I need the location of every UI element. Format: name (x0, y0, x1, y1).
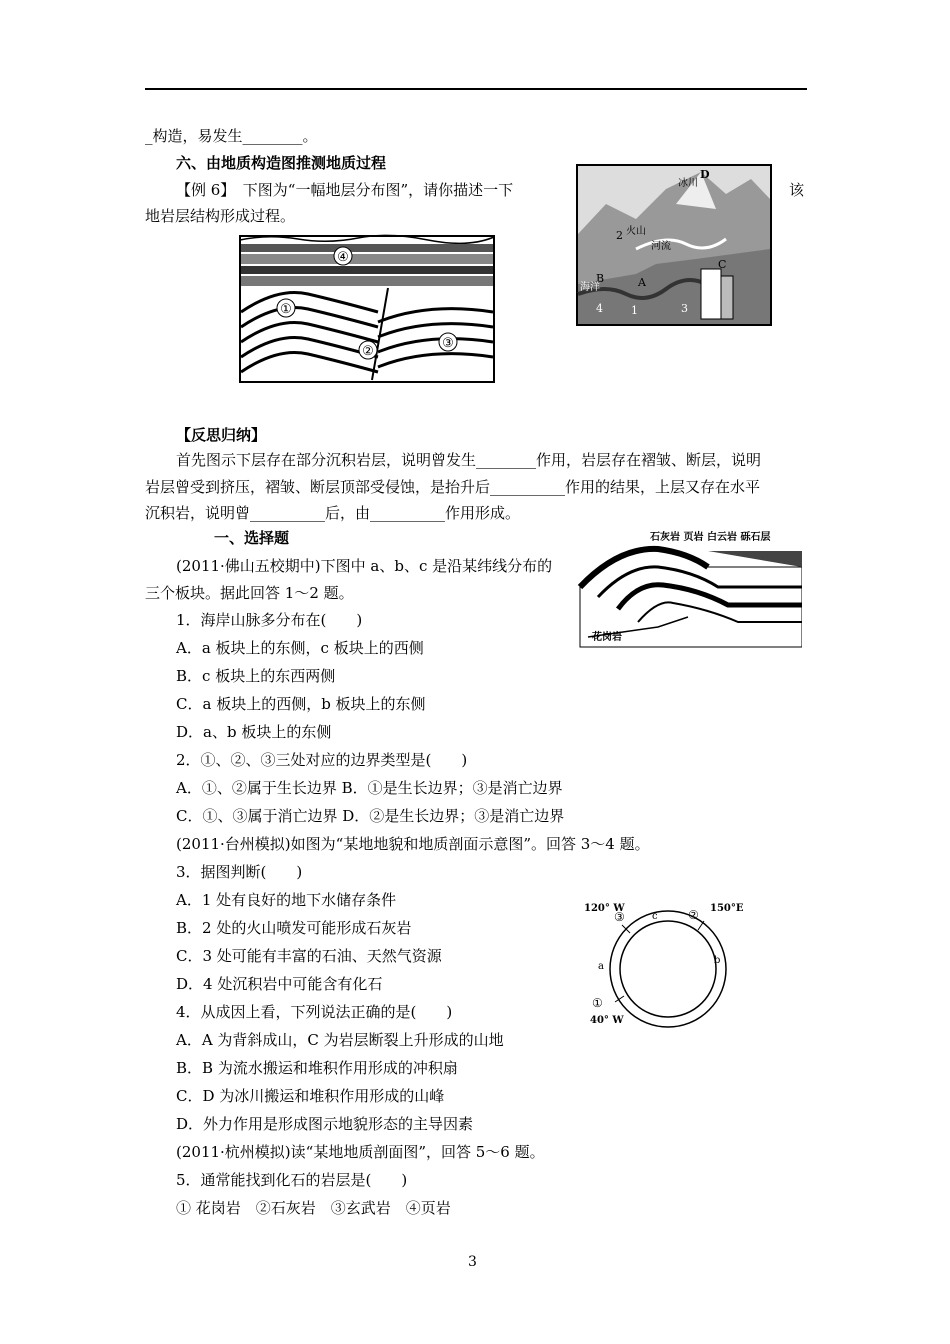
text-line: 首先图示下层存在部分沉积岩层，说明曾发生________作用，岩层存在褶皱、断层，说明 (176, 451, 762, 469)
sea-label: 海洋 (580, 282, 600, 293)
option: B．B 为流水搬运和堆积作用形成的冲积扇 (176, 1059, 458, 1077)
text-line: 地岩层结构形成过程。 (145, 207, 296, 225)
option: C．a 板块上的西侧，b 板块上的东侧 (176, 695, 426, 713)
option: B．2 处的火山喷发可能形成石灰岩 (176, 919, 412, 937)
text-line: (2011·杭州模拟)读“某地地质剖面图”，回答 5～6 题。 (176, 1143, 545, 1161)
option: C．①、③属于消亡边界 D．②是生长边界；③是消亡边界 (176, 807, 565, 825)
volcano-label: 火山 (626, 226, 646, 237)
river-label: 河流 (651, 241, 671, 252)
label-c: C (718, 258, 727, 271)
text-line: 沉积岩，说明曾__________后，由__________作用形成。 (145, 504, 521, 522)
plate-b: b (714, 955, 721, 966)
plate-c: c (652, 911, 658, 922)
text-line: (2011·佛山五校期中)下图中 a、b、c 是沿某纬线分布的 (176, 557, 553, 575)
geologic-section-figure (578, 527, 802, 649)
text-line: (2011·台州模拟)如图为“某地地貌和地质剖面示意图”。回答 3～4 题。 (176, 835, 650, 853)
plate-a: a (598, 961, 604, 972)
strata-label-1: ① (280, 302, 292, 317)
text-line: 三个板块。据此回答 1～2 题。 (145, 584, 354, 602)
option: C．3 处可能有丰富的石油、天然气资源 (176, 947, 442, 965)
option: D．外力作用是形成图示地貌形态的主导因素 (176, 1115, 474, 1133)
option: C．D 为冰川搬运和堆积作用形成的山峰 (176, 1087, 445, 1105)
section-heading: 【反思归纳】 (176, 426, 267, 444)
marker-2: ② (688, 908, 699, 922)
marker-1: ① (592, 996, 603, 1010)
marker-3: ③ (614, 910, 625, 924)
strata-label-3: ③ (442, 336, 454, 351)
label-3: 3 (681, 302, 688, 315)
question: 1．海岸山脉多分布在( ) (176, 611, 363, 629)
option: B．c 板块上的东西两侧 (176, 667, 336, 685)
label-b: B (596, 272, 605, 285)
section-heading: 六、由地质构造图推测地质过程 (176, 154, 387, 172)
glacier-label: 冰川 (678, 178, 698, 189)
option: A．a 板块上的东侧，c 板块上的西侧 (176, 639, 424, 657)
section-heading: 一、选择题 (214, 529, 290, 547)
label-a: A (638, 276, 646, 289)
text-line: 岩层曾受到挤压，褶皱、断层顶部受侵蚀，是抬升后__________作用的结果，上层又存在水平 (145, 478, 761, 496)
strata-label-2: ② (362, 344, 374, 359)
example-label: 【例 6】 下图为“一幅地层分布图”，请你描述一下 (176, 181, 514, 199)
label-4: 4 (596, 302, 603, 315)
question: 3．据图判断( ) (176, 863, 303, 881)
label-d: D (700, 168, 710, 181)
option: A．①、②属于生长边界 B．①是生长边界；③是消亡边界 (176, 779, 563, 797)
plates-figure (580, 897, 760, 1033)
strata-figure (238, 232, 498, 384)
granite-label: 花岗岩 (592, 632, 622, 643)
question: 5．通常能找到化石的岩层是( ) (176, 1171, 408, 1189)
option: ① 花岗岩 ②石灰岩 ③玄武岩 ④页岩 (176, 1199, 451, 1217)
label-2: 2 (616, 229, 623, 242)
text-line: 该 (789, 181, 805, 199)
longitude-120w: 120° W (584, 903, 625, 914)
rock-layer-labels: 石灰岩 页岩 白云岩 砾石层 (650, 532, 771, 543)
label-1: 1 (631, 304, 638, 317)
longitude-40w: 40° W (590, 1015, 624, 1026)
option: A．1 处有良好的地下水储存条件 (176, 891, 397, 909)
strata-label-4: ④ (337, 250, 349, 265)
option: A．A 为背斜成山，C 为岩层断裂上升形成的山地 (176, 1031, 504, 1049)
page-number: 3 (468, 1254, 477, 1270)
option: D．4 处沉积岩中可能含有化石 (176, 975, 383, 993)
text-line: _构造，易发生________。 (145, 127, 318, 145)
option: D．a、b 板块上的东侧 (176, 723, 332, 741)
longitude-150e: 150°E (710, 903, 744, 914)
question: 4．从成因上看，下列说法正确的是( ) (176, 1003, 453, 1021)
question: 2．①、②、③三处对应的边界类型是( ) (176, 751, 468, 769)
header-rule (145, 88, 807, 90)
landform-figure (576, 164, 772, 326)
